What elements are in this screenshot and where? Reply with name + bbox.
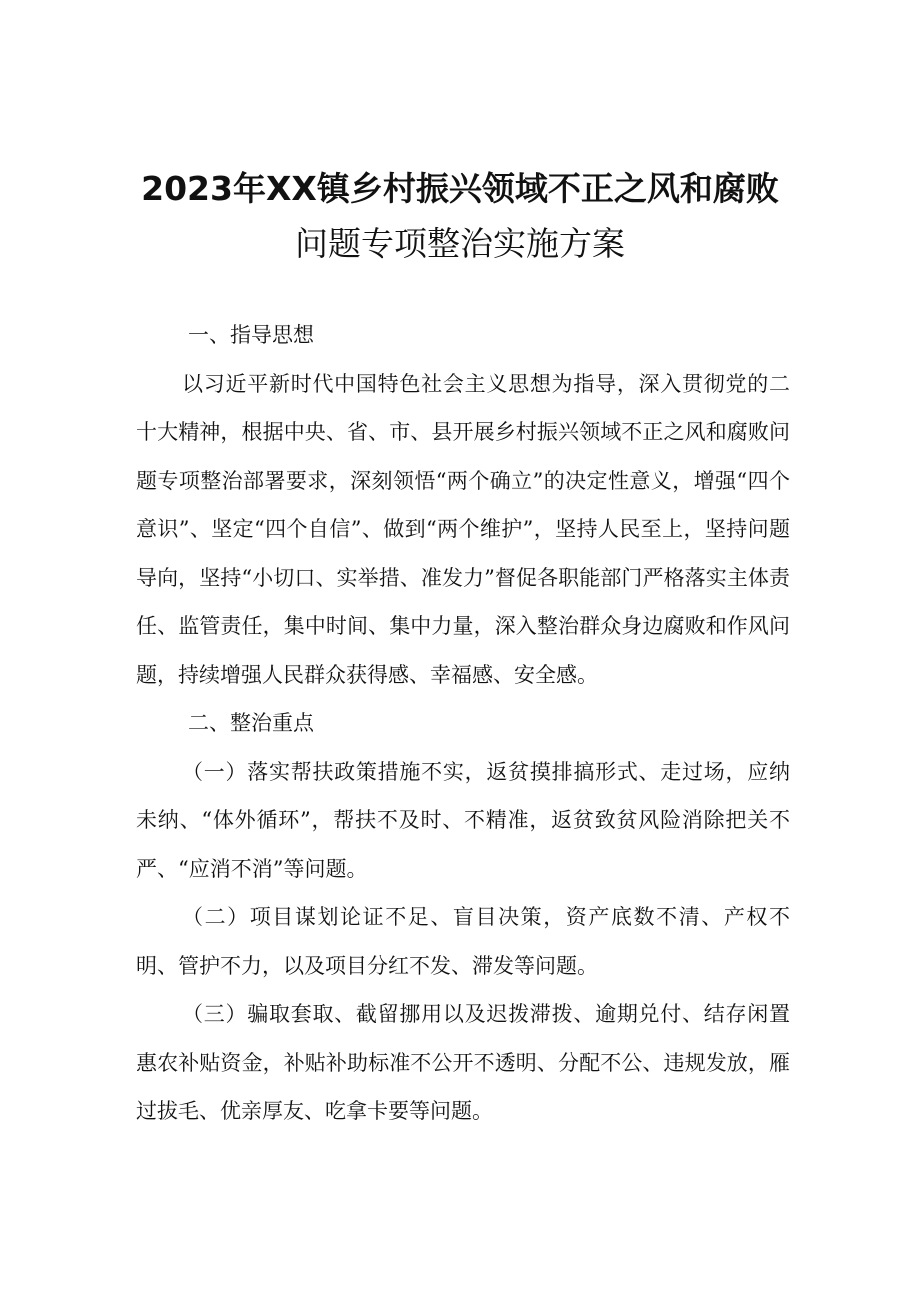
paragraph-guiding-ideology: 以习近平新时代中国特色社会主义思想为指导，深入贯彻党的二十大精神，根据中央、省、市、县开展乡村振兴领域不正之风和腐败问题专项整治部署要求，深刻领悟“两个确立”的决定性意义，增强“四个意识”、坚定“四个自信”、做到“两个维护”，坚持人民至上，坚持问题导向，坚持“小切口、实举措、准发力”督促各职能部门严格落实主体责任、监管责任，集中时间、集中力量，深入整治群众身边腐败和作风问题，持续增强人民群众获得感、幸福感、安全感。: [136, 371, 790, 687]
paragraph-focus-item-2: （二）项目谋划论证不足、盲目决策，资产底数不清、产权不明、管护不力，以及项目分红不发、滞发等问题。: [136, 905, 790, 978]
paragraph-focus-item-1: （一）落实帮扶政策措施不实，返贫摸排搞形式、走过场，应纳未纳、“体外循环”，帮扶不及时、不精准，返贫致贫风险消除把关不严、“应消不消”等问题。: [136, 759, 790, 881]
document-body: [136, 311, 790, 1136]
section-heading-guiding-ideology: 一、指导思想: [188, 323, 314, 347]
document-title-line-2: 问题专项整治实施方案: [295, 224, 625, 263]
section-heading-rectification-focus: 二、整治重点: [188, 711, 314, 735]
paragraph-focus-item-3: （三）骗取套取、截留挪用以及迟拨滞拨、逾期兑付、结存闲置惠农补贴资金，补贴补助标准不公开不透明、分配不公、违规发放，雁过拔毛、优亲厚友、吃拿卡要等问题。: [136, 1002, 790, 1123]
document-title-line-1: 2023年XX镇乡村振兴领域不正之风和腐败: [141, 169, 779, 208]
